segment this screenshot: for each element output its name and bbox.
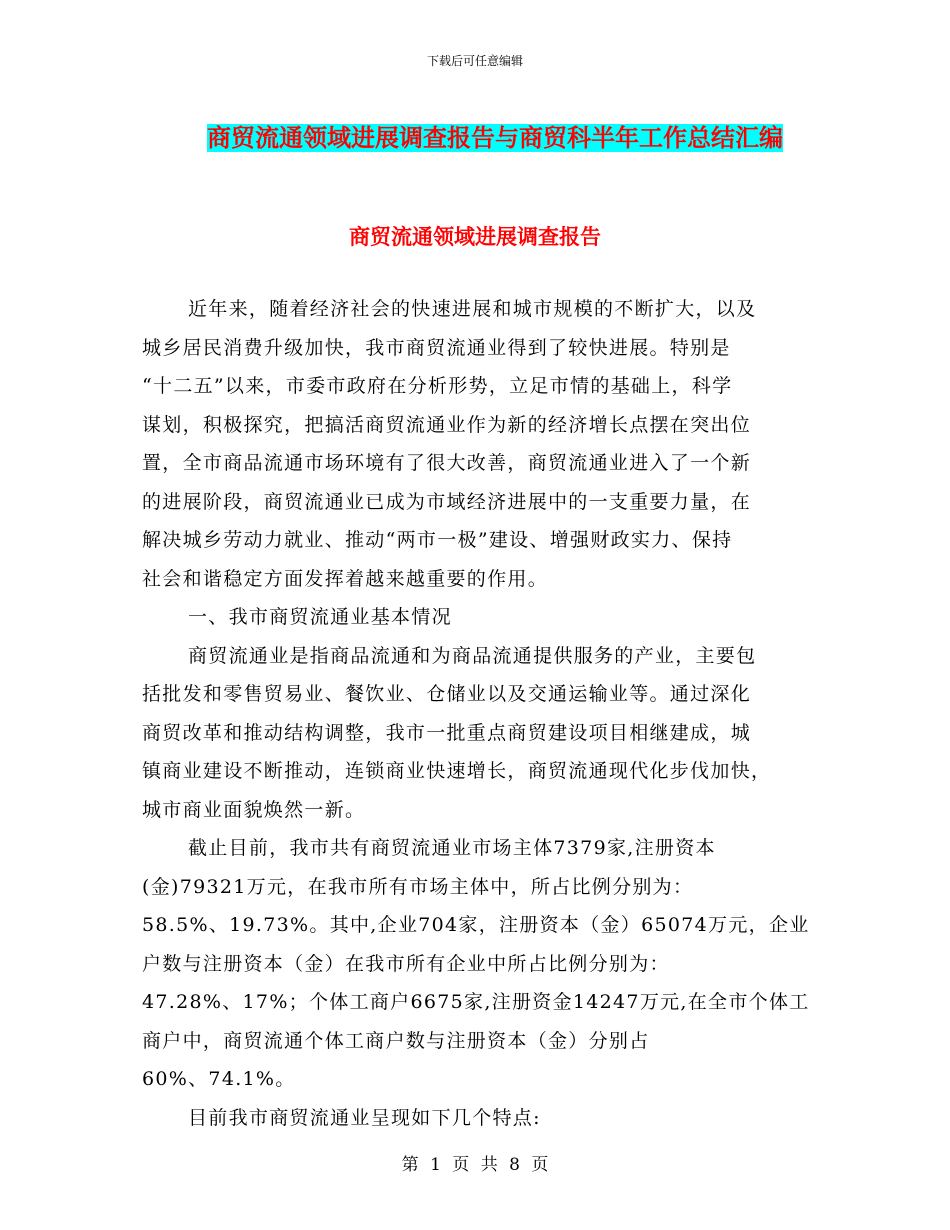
document-title [170,112,820,164]
paragraph [142,598,812,637]
text-line: 城市商业面貌焕然一新。 [142,798,366,821]
paragraph [142,829,812,1099]
body-text [142,290,812,1137]
text-line: 括批发和零售贸易业、餐饮业、仓储业以及交通运输业等。通过深化 [142,683,752,705]
text-line: 目前我市商贸流通业呈现如下几个特点: [188,1106,541,1129]
page-footer: 第 1 页 共 8 页 [401,1155,549,1175]
text-line: 解决城乡劳动力就业、推动“两市一极”建设、增强财政实力、保持 [142,529,733,551]
text-line: (金)79321万元，在我市所有市场主体中，所占比例分别为： [142,875,694,898]
text-line: “十二五”以来，市委市政府在分析形势，立足市情的基础上，科学 [142,375,733,397]
text-line: 58.5%、19.73%。其中,企业704家，注册资本（金）65074万元，企业 [142,914,810,936]
text-line: 商贸流通业是指商品流通和为商品流通提供服务的产业，主要包 [188,644,757,667]
text-line: 一、我市商贸流通业基本情况 [188,606,452,628]
text-line: 置，全市商品流通市场环境有了很大改善，商贸流通业进入了一个新 [142,452,752,474]
header-note: 下载后可任意编辑 [426,54,523,68]
text-line: 商户中，商贸流通个体工商户数与注册资本（金）分别占 [142,1029,650,1052]
paragraph [142,290,812,598]
paragraph [142,1099,812,1138]
paragraph [142,637,812,830]
document-title-text: 商贸流通领域进展调查报告与商贸科半年工作总结汇编 [207,124,783,152]
text-line: 城乡居民消费升级加快，我市商贸流通业得到了较快进展。特别是 [142,336,731,359]
text-line: 商贸改革和推动结构调整，我市一批重点商贸建设项目相继建成，城 [142,721,752,744]
text-line: 近年来，随着经济社会的快速进展和城市规模的不断扩大，以及 [188,298,757,320]
text-line: 户数与注册资本（金）在我市所有企业中所占比例分别为： [142,952,670,975]
text-line: 47.28%、17%；个体工商户6675家,注册资金14247万元,在全市个体工 [142,991,810,1013]
text-line: 截止目前，我市共有商贸流通业市场主体7379家,注册资本 [188,837,716,859]
text-line: 社会和谐稳定方面发挥着越来越重要的作用。 [142,567,549,590]
text-line: 谋划，积极探究，把搞活商贸流通业作为新的经济增长点摆在突出位 [142,413,752,436]
text-line: 镇商业建设不断推动，连锁商业快速增长，商贸流通现代化步伐加快， [142,760,772,782]
text-line: 的进展阶段，商贸流通业已成为市域经济进展中的一支重要力量，在 [142,490,752,513]
section-title: 商贸流通领域进展调查报告 [349,225,601,249]
text-line: 60%、74.1%。 [142,1068,296,1090]
